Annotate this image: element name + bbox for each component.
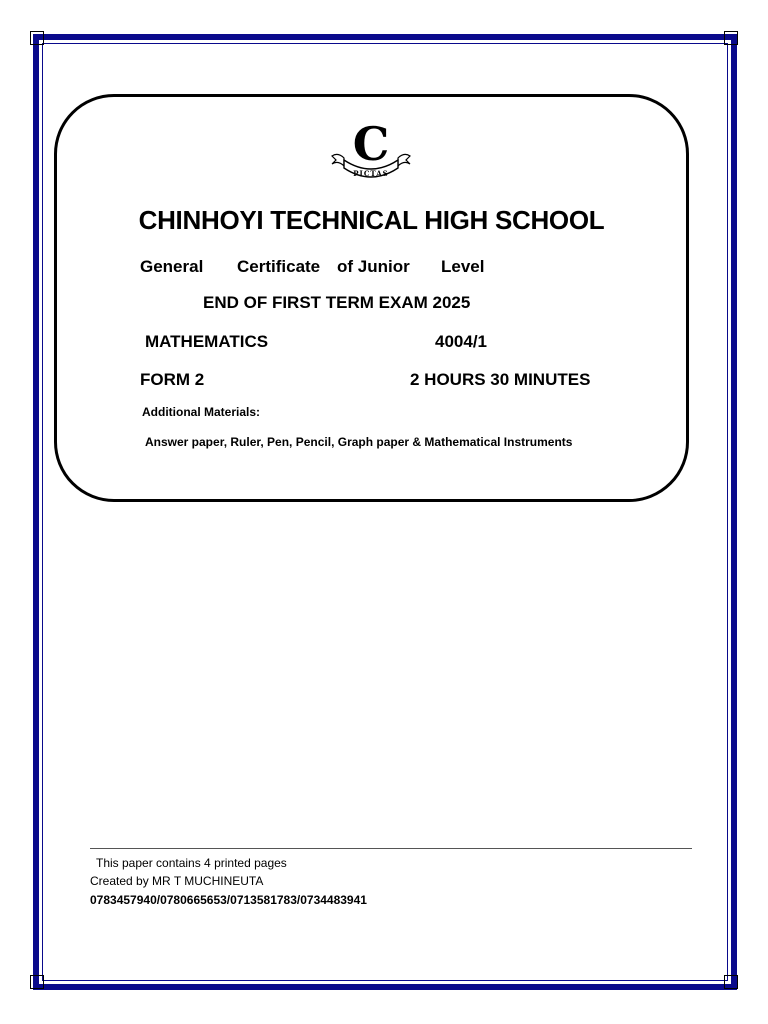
school-name: CHINHOYI TECHNICAL HIGH SCHOOL [138, 205, 605, 235]
cert-certificate: Certificate [237, 257, 321, 276]
school-crest-logo [328, 118, 414, 184]
corner-mark [724, 31, 738, 45]
exam-duration: 2 HOURS 30 MINUTES [410, 370, 591, 389]
form-level: FORM 2 [140, 370, 205, 389]
materials-list: Answer paper, Ruler, Pen, Pencil, Graph paper & Mathematical Instruments [145, 435, 573, 449]
crest-banner-text: PICTAS [353, 169, 389, 178]
materials-label: Additional Materials: [142, 405, 261, 419]
pages-note: This paper contains 4 printed pages [96, 856, 287, 870]
cert-general: General [140, 257, 204, 276]
cert-level: Level [441, 257, 485, 276]
paper-code: 4004/1 [435, 332, 487, 351]
corner-mark [30, 31, 44, 45]
crest-letter: C [352, 118, 390, 171]
corner-mark [30, 975, 44, 989]
subject: MATHEMATICS [145, 332, 269, 351]
corner-mark [724, 975, 738, 989]
footer-divider [90, 848, 692, 849]
exam-title: END OF FIRST TERM EXAM 2025 [203, 293, 471, 312]
cert-junior: of Junior [337, 257, 410, 276]
author-credit: Created by MR T MUCHINEUTA [90, 874, 264, 888]
contact-phones: 0783457940/0780665653/0713581783/0734483941 [90, 893, 367, 907]
